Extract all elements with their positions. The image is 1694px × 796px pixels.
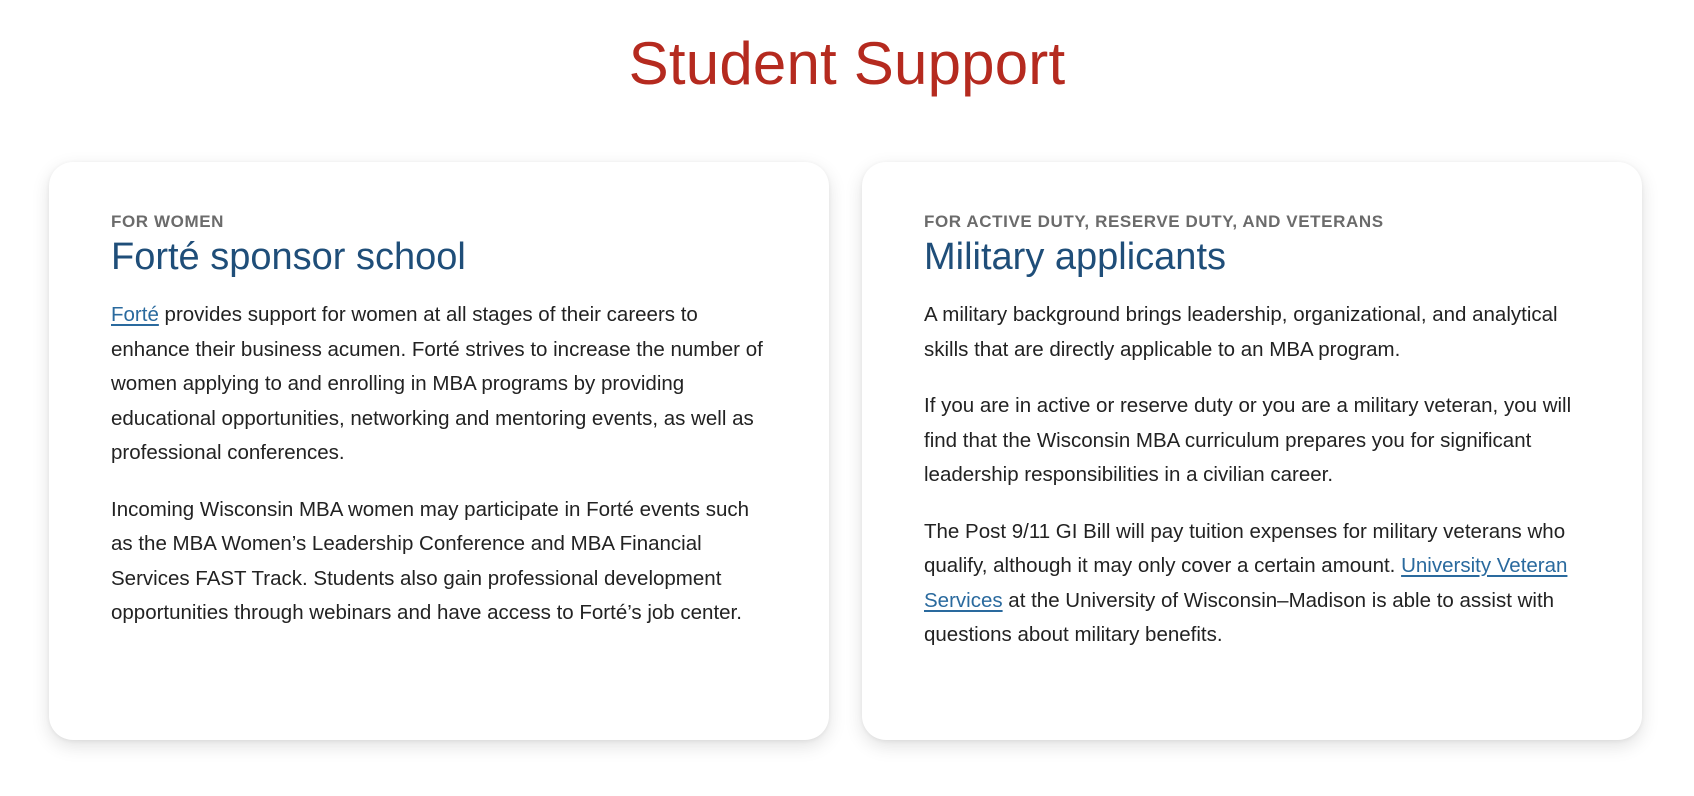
card-paragraph: If you are in active or reserve duty or you are a military veteran, you will find that the Wisconsin MBA curriculum prepares you for significant leadership responsibilities in a civilian career. — [924, 394, 1572, 486]
card-eyebrow: FOR ACTIVE DUTY, RESERVE DUTY, AND VETERANS — [924, 212, 1384, 231]
card-paragraph-text: at the University of Wisconsin–Madison is able to assist with questions about military benefits. — [924, 588, 1555, 646]
forte-card — [49, 162, 829, 740]
card-eyebrow: FOR WOMEN — [111, 212, 225, 231]
card-paragraph: A military background brings leadership, organizational, and analytical skills that are directly applicable to an MBA program. — [924, 303, 1558, 361]
card-paragraph — [111, 298, 767, 471]
card-paragraph-text: provides support for women at all stages of their careers to enhance their business acumen. Forté strives to increase the number of women applying to and enrolling in MBA programs by providing educational opportunities, networking and mentoring events, as well as professional conferences. — [111, 303, 763, 464]
card-paragraph: Incoming Wisconsin MBA women may participate in Forté events such as the MBA Women’s Leadership Conference and MBA Financial Services FAST Track. Students also gain professional development opportunities through webinars and have access to Forté’s job center. — [111, 497, 750, 624]
military-card — [862, 162, 1642, 740]
university-veteran-services-link[interactable]: University Veteran Services — [924, 554, 1568, 612]
card-heading: Military applicants — [924, 236, 1226, 278]
page-title: Student Support — [628, 30, 1066, 97]
card-paragraph — [924, 515, 1580, 653]
card-paragraph-text: The Post 9/11 GI Bill will pay tuition expenses for military veterans who qualify, although it may only cover a certain amount. — [924, 519, 1566, 577]
card-heading: Forté sponsor school — [111, 236, 466, 278]
forte-link[interactable]: Forté — [111, 303, 159, 326]
